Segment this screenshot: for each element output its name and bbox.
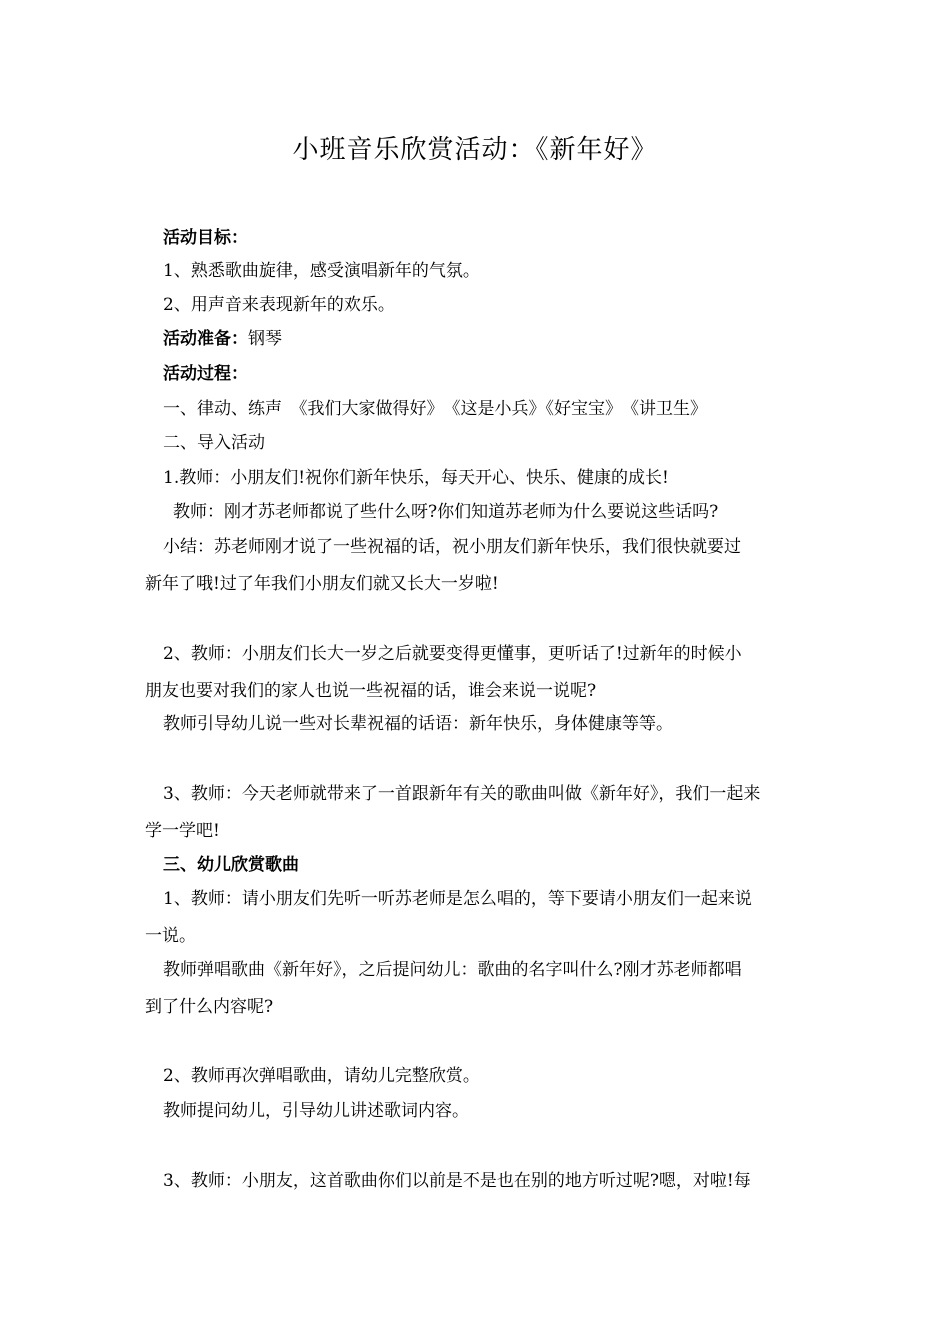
- paragraph-10: 教师提问幼儿，引导幼儿讲述歌词内容。: [163, 1101, 469, 1121]
- paragraph-4-line-1: 2、教师：小朋友们长大一岁之后就要变得更懂事，更听话了!过新年的时候小: [163, 644, 742, 664]
- paragraph-8-line-2: 到了什么内容呢?: [145, 997, 274, 1017]
- paragraph-7-line-2: 一说。: [145, 926, 196, 946]
- paragraph-1: 1.教师：小朋友们!祝你们新年快乐，每天开心、快乐、健康的成长!: [163, 468, 669, 488]
- prep-heading: 活动准备：: [163, 329, 248, 349]
- paragraph-7-line-1: 1、教师：请小朋友们先听一听苏老师是怎么唱的，等下要请小朋友们一起来说: [163, 889, 752, 909]
- goal-1: 1、熟悉歌曲旋律，感受演唱新年的气氛。: [163, 261, 480, 281]
- paragraph-4-line-2: 朋友也要对我们的家人也说一些祝福的话，谁会来说一说呢?: [145, 681, 597, 701]
- paragraph-6-line-1: 3、教师：今天老师就带来了一首跟新年有关的歌曲叫做《新年好》，我们一起来: [163, 784, 761, 804]
- paragraph-2: 教师：刚才苏老师都说了些什么呀?你们知道苏老师为什么要说这些话吗?: [173, 502, 719, 522]
- step-2: 二、导入活动: [163, 433, 265, 453]
- paragraph-11: 3、教师：小朋友，这首歌曲你们以前是不是也在别的地方听过呢?嗯，对啦!每: [163, 1171, 751, 1191]
- prep-line: [145, 326, 833, 352]
- paragraph-9: 2、教师再次弹唱歌曲，请幼儿完整欣赏。: [163, 1066, 480, 1086]
- paragraph-5: 教师引导幼儿说一些对长辈祝福的话语：新年快乐，身体健康等等。: [163, 714, 673, 734]
- paragraph-6-line-2: 学一学吧!: [145, 821, 220, 841]
- paragraph-8-line-1: 教师弹唱歌曲《新年好》，之后提问幼儿：歌曲的名字叫什么?刚才苏老师都唱: [163, 960, 742, 980]
- prep-value: 钢琴: [248, 329, 282, 349]
- paragraph-3-line-1: 小结：苏老师刚才说了一些祝福的话，祝小朋友们新年快乐，我们很快就要过: [163, 537, 741, 557]
- page-title: 小班音乐欣赏活动：《新年好》: [292, 135, 658, 165]
- step-1: 一、律动、练声 《我们大家做得好》 《这是小兵》《好宝宝》 《讲卫生》: [163, 399, 707, 419]
- goal-2: 2、用声音来表现新年的欢乐。: [163, 295, 395, 315]
- paragraph-3-line-2: 新年了哦!过了年我们小朋友们就又长大一岁啦!: [145, 574, 499, 594]
- section-3-heading: 三、幼儿欣赏歌曲: [163, 855, 299, 875]
- goals-heading: 活动目标：: [163, 228, 248, 248]
- process-heading: 活动过程：: [163, 364, 248, 384]
